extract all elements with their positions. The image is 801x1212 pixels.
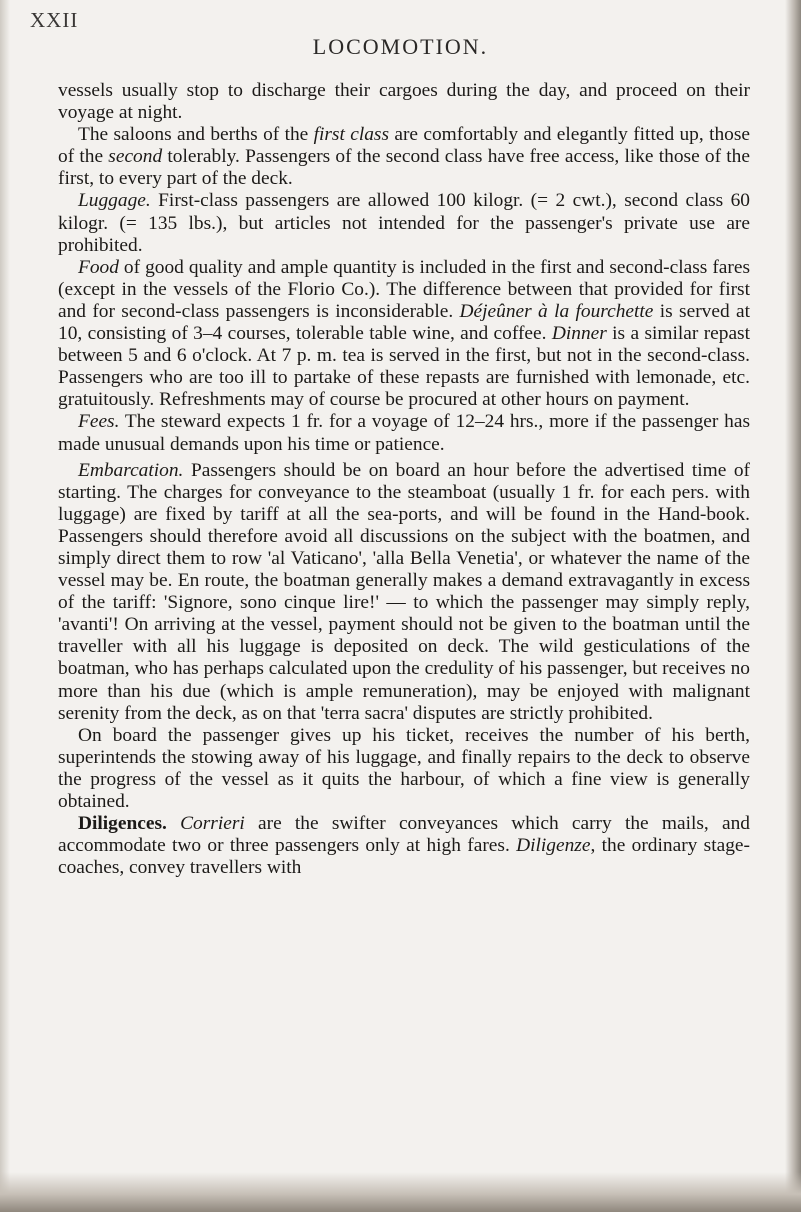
paragraph-embarcation (58, 460, 750, 725)
text-run: The steward expects 1 fr. for a voyage of 12–24 hrs., more if the passenger has made unusual demands upon his time or patience. (58, 411, 750, 455)
text-run: is a similar repast between 5 and 6 o'clock. At 7 p. m. tea is served in the first, but not in the second-class. Passengers who are too ill to partake of these repasts are furnished with lemonade, etc. gratuitously. Refreshments may of course be procured at other hours on payment. (58, 323, 750, 411)
paragraph-fees (58, 411, 750, 455)
text-run: , the ordinary stage-coaches, convey travellers with (58, 835, 750, 879)
text-run: First-class passengers are allowed 100 kilogr. (= 2 cwt.), second class 60 kilogr. (= 135 lbs.), but articles not intended for the passenger's private use are prohibited. (58, 190, 750, 256)
emphasis-first-class: first class (313, 124, 389, 146)
page-body (58, 80, 750, 879)
text-run: are comfortably and elegantly fitted up, those of the (58, 124, 750, 168)
emphasis-diligenze: Diligenze (516, 835, 591, 857)
paragraph-on-board: On board the passenger gives up his ticket, receives the number of his berth, superintends the stowing away of his luggage, and finally repairs to the deck to observe the progress of the vessel as it quits the harbour, of which a fine view is generally obtained. (58, 724, 750, 812)
section-lead-fees: Fees. (78, 411, 120, 433)
paragraph-saloons (58, 124, 750, 190)
page-number: XXII (30, 8, 79, 32)
text-run: Passengers should be on board an hour before the advertised time of starting. The charges for conveyance to the steamboat (usually 1 fr. for each pers. with luggage) are fixed by tariff at all the sea-ports, and will be found in the Hand-book. Passengers should therefore avoid all discussions on the subject with the boatmen, and simply direct them to row 'al Vaticano', 'alla Bella Venetia', or whatever the name of the vessel may be. En route, the boatman generally makes a demand extravagantly in excess of the tariff: 'Signore, sono cinque lire!' — to which the passenger may simply reply, 'avanti'! On arriving at the vessel, payment should not be given to the boatman until the traveller with all his luggage is deposited on deck. The wild gesticulations of the boatman, who has perhaps calculated upon the credulity of his passenger, but receives no more than his due (which is ample remuneration), may be enjoyed with malignant serenity from the deck, as on that 'terra sacra' disputes are strictly prohibited. (58, 459, 750, 724)
running-title: LOCOMOTION. (312, 34, 489, 59)
text-run: are the swifter conveyances which carry the mails, and accommodate two or three passengers only at high fares. (58, 813, 750, 857)
section-lead-luggage: Luggage. (78, 190, 151, 212)
section-lead-diligences: Diligences. (78, 813, 167, 835)
text-run: tolerably. Passengers of the second class have free access, like those of the first, to every part of the deck. (58, 146, 750, 190)
paragraph-continuation: vessels usually stop to discharge their cargoes during the day, and proceed on their voyage at night. (58, 80, 750, 124)
section-lead-embarcation: Embarcation. (78, 459, 184, 481)
paragraph-food (58, 257, 750, 412)
text-run: is served at 10, consisting of 3–4 courses, tolerable table wine, and coffee. (58, 300, 750, 345)
page-edge-shadow (785, 0, 801, 1212)
emphasis-dejeuner: Déjeûner à la fourchette (459, 300, 654, 322)
text-run (167, 813, 180, 834)
paragraph-diligences (58, 813, 750, 879)
emphasis-corrieri: Corrieri (180, 813, 245, 835)
section-lead-food: Food (78, 256, 119, 278)
emphasis-second: second (108, 146, 163, 168)
paragraph-luggage (58, 190, 750, 256)
page-bottom-shadow (0, 1172, 801, 1212)
text-run: The saloons and berths of the (78, 124, 314, 146)
page-gutter-shadow (0, 0, 10, 1212)
emphasis-dinner: Dinner (551, 323, 607, 345)
text-run: of good quality and ample quantity is included in the first and second-class fares (except in the vessels of the Florio Co.). The difference between that provided for first and for second-class passengers is inconsiderable. (58, 256, 750, 322)
